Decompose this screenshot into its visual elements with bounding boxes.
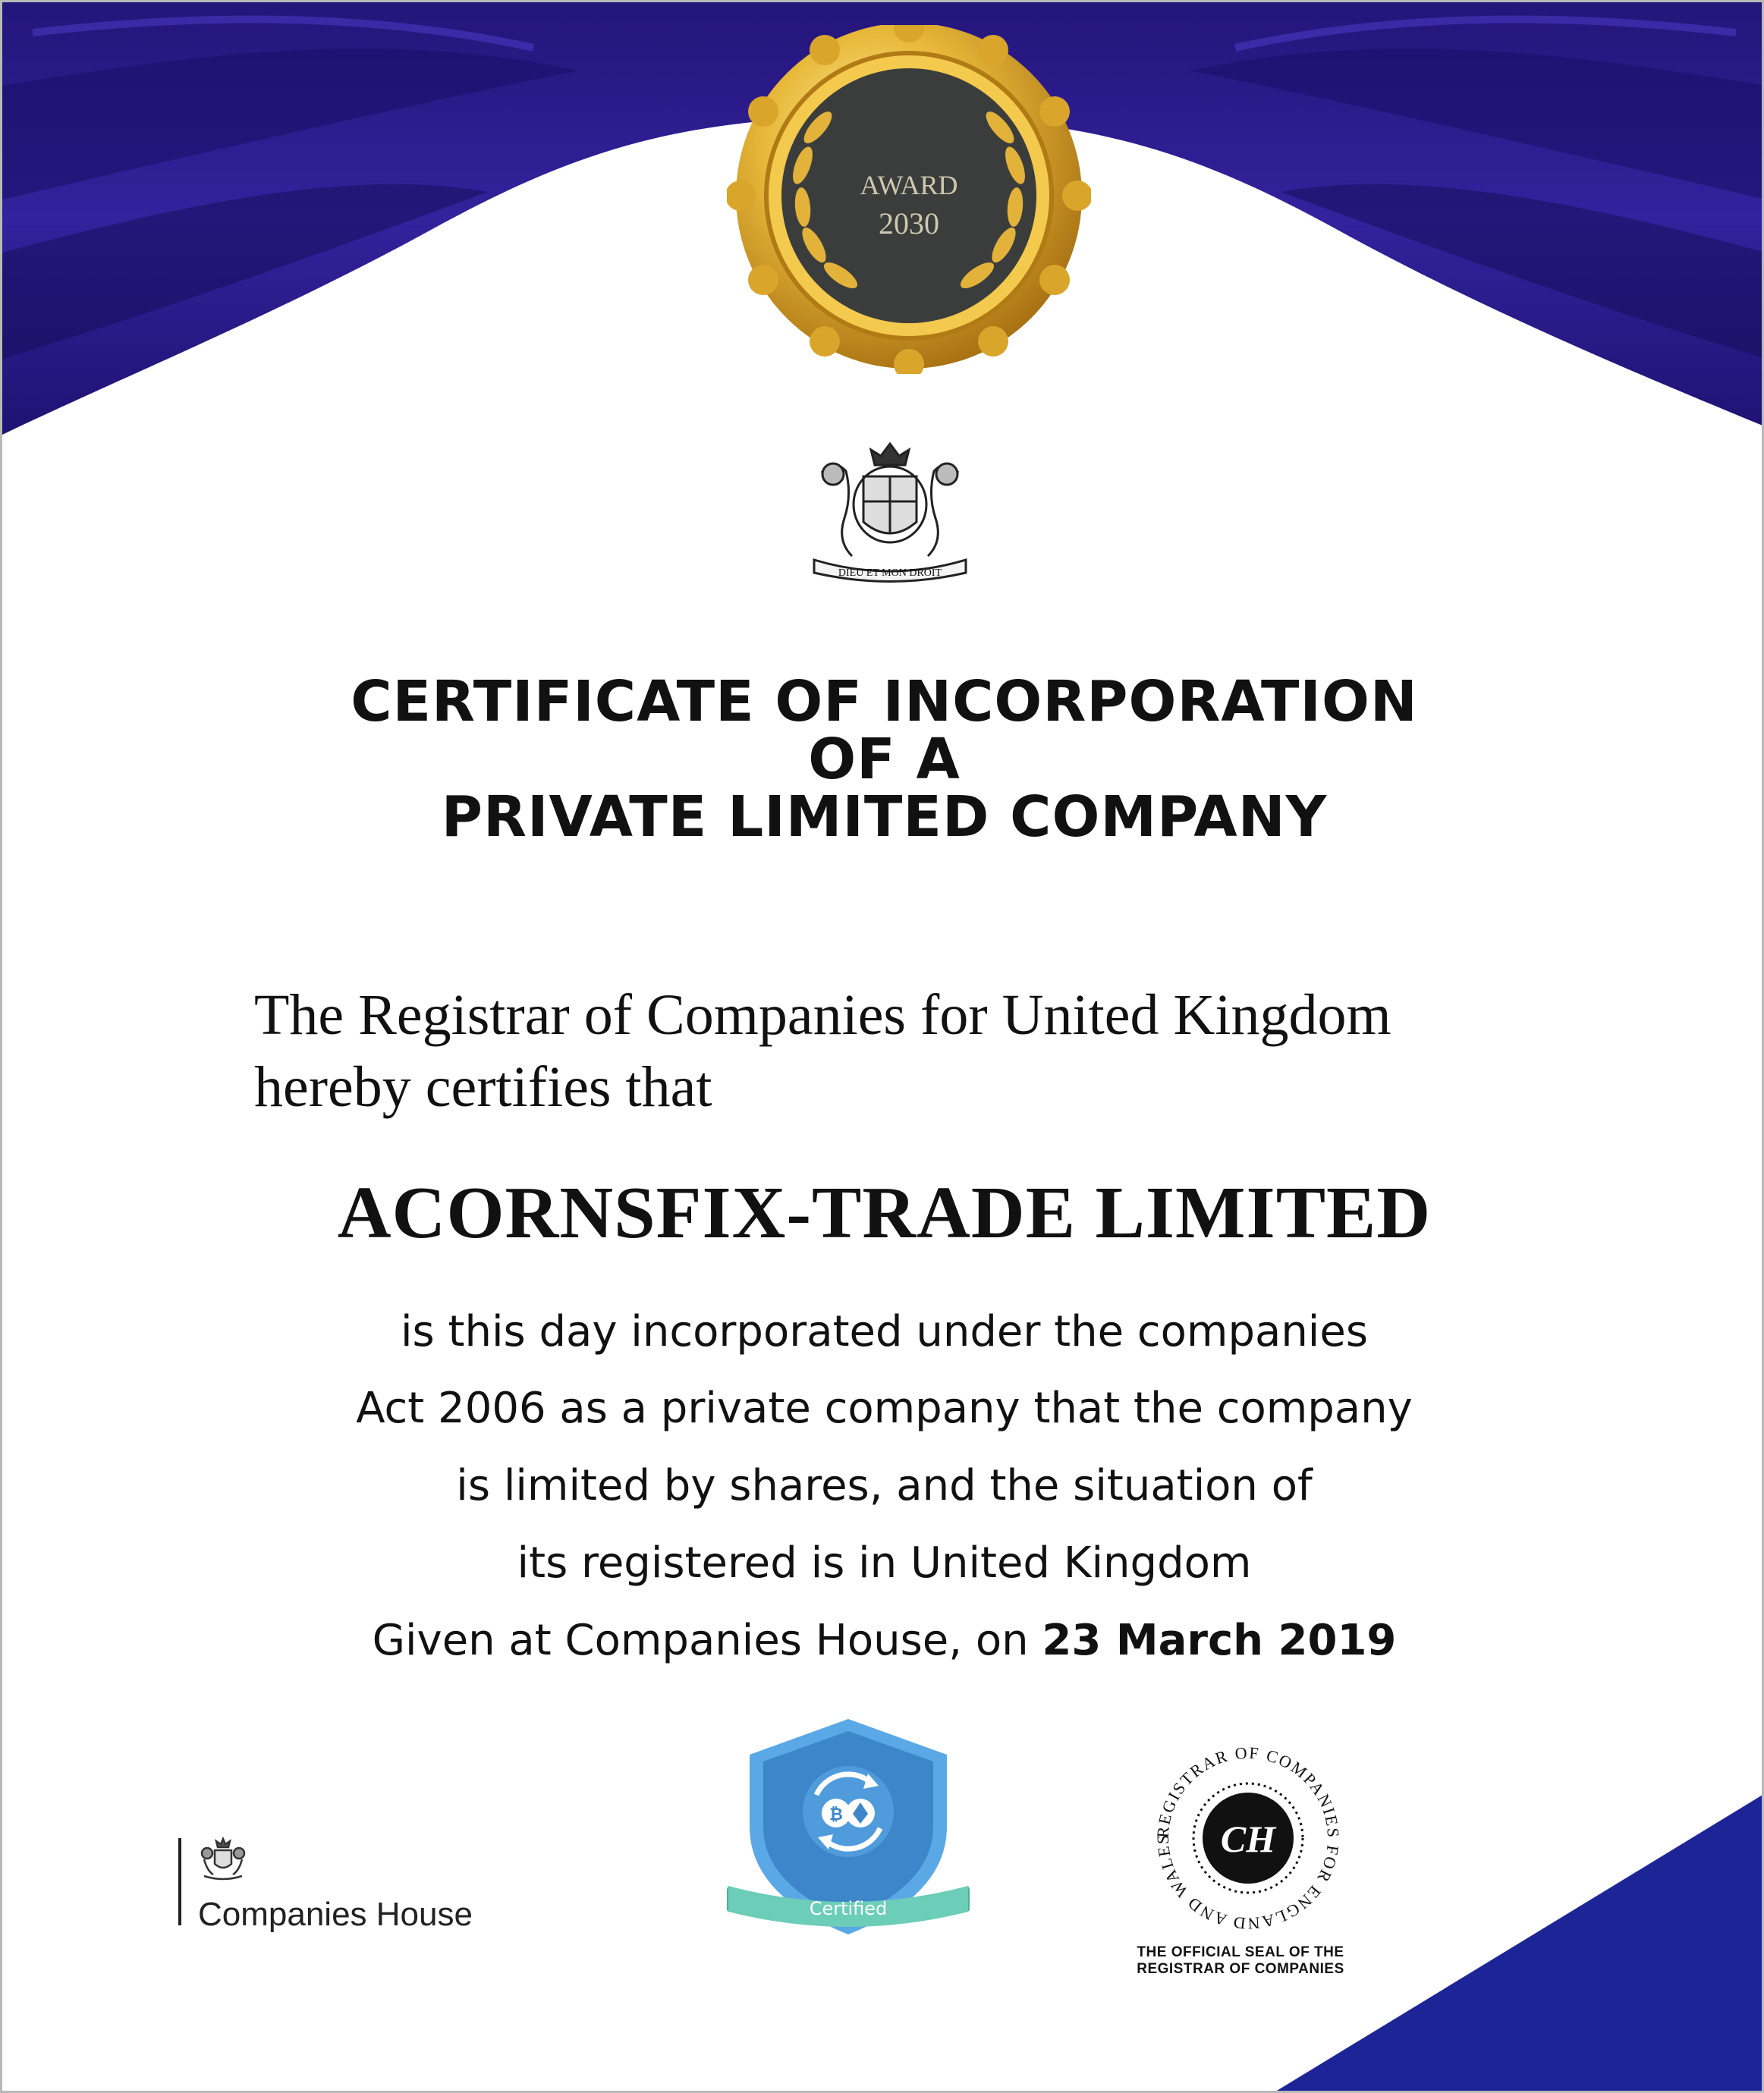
registrar-seal-ring-text: REGISTRAR OF COMPANIES FOR ENGLAND AND WALES — [1152, 1743, 1344, 1934]
given-date: 23 March 2019 — [1042, 1616, 1397, 1665]
seal-caption-line-2: REGISTRAR OF COMPANIES — [1137, 1961, 1344, 1977]
registrar-seal-monogram: CH — [1220, 1818, 1276, 1860]
given-line — [2, 1616, 1764, 1665]
companies-house-crest-icon — [197, 1837, 250, 1882]
companies-house-divider — [178, 1838, 181, 1925]
given-prefix: Given at Companies House, on — [372, 1616, 1042, 1665]
body-line-3: is limited by shares, and the situation of — [456, 1461, 1313, 1510]
certificate-title-line-3: PRIVATE LIMITED COMPANY — [441, 784, 1328, 850]
certificate-title-line-2: OF A — [808, 727, 961, 792]
svg-text:₿: ₿ — [829, 1805, 843, 1824]
body-line-4: its registered is in United Kingdom — [517, 1538, 1252, 1588]
royal-coat-of-arms — [799, 435, 981, 586]
seal-caption-line-1: THE OFFICIAL SEAL OF THE — [1137, 1944, 1344, 1960]
award-seal-text-1: AWARD — [860, 170, 958, 200]
corner-triangle — [1269, 1793, 1764, 2093]
intro-line-2: hereby certifies that — [254, 1055, 712, 1119]
company-name: ACORNSFIX-TRADE LIMITED — [337, 1172, 1432, 1254]
award-seal-text-2: 2030 — [879, 206, 939, 240]
body-line-1: is this day incorporated under the companies — [400, 1307, 1368, 1356]
certificate-title-line-1: CERTIFICATE OF INCORPORATION — [351, 669, 1418, 734]
body-line-2: Act 2006 as a private company that the company — [356, 1384, 1413, 1433]
companies-house-label: Companies House — [198, 1896, 473, 1933]
royal-motto: DIEU ET MON DROIT — [838, 567, 942, 579]
award-seal — [727, 25, 1091, 374]
intro-line-1: The Registrar of Companies for United Kingdom — [254, 983, 1391, 1047]
certified-badge-label: Certified — [809, 1898, 888, 1919]
certified-badge — [727, 1713, 970, 1941]
